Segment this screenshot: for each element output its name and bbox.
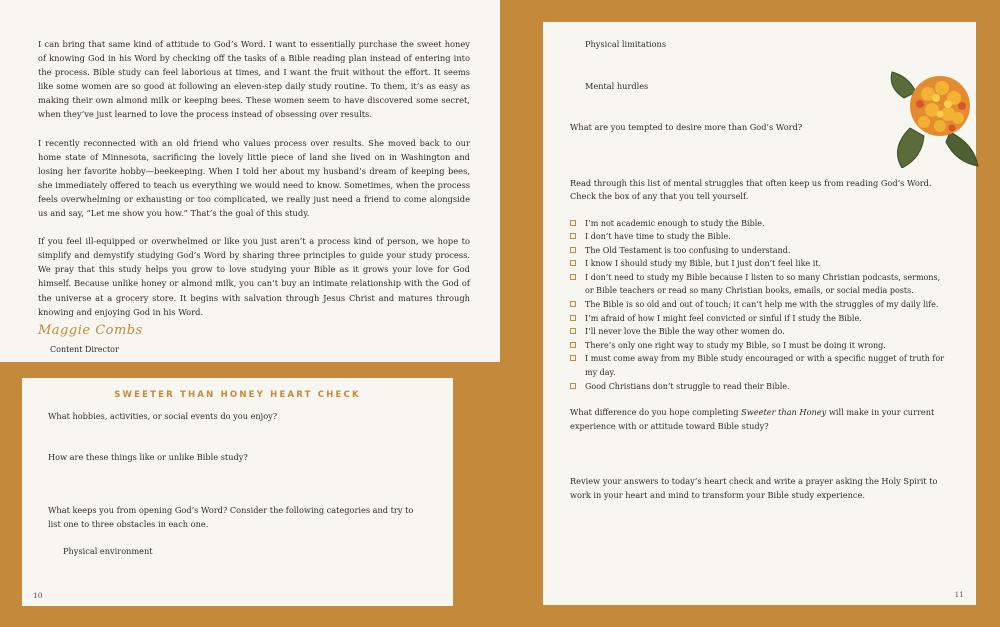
heart-check-title: SWEETER THAN HONEY HEART CHECK (114, 390, 361, 400)
checklist-item[interactable]: The Old Testament is too confusing to understand. (570, 244, 950, 258)
question-like-unlike: How are these things like or unlike Bible study? (48, 451, 248, 462)
signature: Maggie Combs (38, 322, 143, 338)
checklist-item[interactable]: I don’t need to study my Bible because I listen to so many Christian podcasts, sermons, or Bible teachers or read so many Christian books, emails, or social media posts. (570, 271, 950, 298)
checkbox[interactable] (570, 247, 576, 253)
category-mental-hurdles: Mental hurdles (585, 80, 649, 91)
question-difference: What difference do you hope completing Sweeter than Honey will make in your current experience with or attitude toward Bible study? (570, 407, 935, 431)
checkbox[interactable] (570, 260, 576, 266)
checkbox[interactable] (570, 342, 576, 348)
checklist-item[interactable]: I’m not academic enough to study the Bible. (570, 217, 950, 231)
question-prayer: Review your answers to today’s heart check and write a prayer asking the Holy Spirit to work in your heart and mind to transform your Bible study experience. (570, 476, 938, 500)
checkbox[interactable] (570, 328, 576, 334)
checklist-item[interactable]: I know I should study my Bible, but I just don’t feel like it. (570, 257, 950, 271)
checkbox[interactable] (570, 220, 576, 226)
book-title: Sweeter than Honey (741, 407, 827, 418)
question-hobbies: What hobbies, activities, or social events do you enjoy? (48, 411, 278, 421)
category-physical-limitations: Physical limitations (585, 39, 667, 49)
page-number-left: 10 (33, 591, 43, 600)
checkbox[interactable] (570, 355, 576, 361)
mental-struggles-checklist (570, 217, 950, 394)
checklist-item[interactable]: Good Christians don’t struggle to read their Bible. (570, 380, 950, 394)
checkbox[interactable] (570, 274, 576, 280)
signature-role: Content Director (50, 344, 119, 354)
lantana-flower-icon (890, 58, 980, 168)
checkbox[interactable] (570, 233, 576, 239)
checkbox[interactable] (570, 383, 576, 389)
checklist-item[interactable]: There’s only one right way to study my Bible, so I must be doing it wrong. (570, 339, 950, 353)
checklist-item[interactable]: The Bible is so old and out of touch; it can’t help me with the struggles of my daily life. (570, 298, 950, 312)
checkbox[interactable] (570, 301, 576, 307)
intro-paragraph-2: I recently reconnected with an old friend who values process over results. She moved back to our home state of Minnesota, sacrificing the lovely little piece of land she lived on in Washington and losing her favorite hobby—beekeeping. When I told her about my husband’s dream of keeping bees, she immediately offered to teach us everything we would need to know. Sometimes, when the process feels overwhelming or exhausting or too complicated, we really just need a friend to come alongside us and say, “Let me show you how.” That’s the goal of this study. (38, 137, 470, 219)
checklist-item[interactable]: I don’t have time to study the Bible. (570, 230, 950, 244)
category-physical-environment: Physical environment (63, 546, 153, 556)
intro-paragraph-3: If you feel ill-equipped or overwhelmed or like you just aren’t a process kind of person, we hope to simplify and demystify studying God’s Word by sharing three principles to guide your study process. We pray that this study helps you grow to love studying your Bible as it grows your love for God himself. Because unlike honey or almond milk, you can’t buy an intimate relationship with the God of the universe at a grocery store. It begins with salvation through Jesus Christ and matures through knowing and enjoying God in his Word. (38, 236, 470, 317)
intro-paragraph-1: I can bring that same kind of attitude to God’s Word. I want to essentially purchase the sweet honey of knowing God in his Word by checking off the tasks of a Bible reading plan instead of entering into the process. Bible study can feel laborious at times, and I want the fruit without the effort. It seems like some women are so good at following an eleven-step daily study routine. To them, it’s as easy as making their own almond milk or keeping bees. These women seem to have discovered some secret, when they’ve just learned to love the process instead of obsessing over results. (38, 39, 470, 120)
page-number-right: 11 (954, 590, 964, 599)
question-mental-struggles: Read through this list of mental struggles that often keep us from reading God’s Word. Check the box of any that you tell yourself. (570, 177, 932, 201)
checklist-item[interactable]: I must come away from my Bible study encouraged or with a specific nugget of truth for my day. (570, 352, 950, 379)
page-right (543, 22, 976, 605)
page-heart-check (22, 378, 453, 606)
checklist-item[interactable]: I’ll never love the Bible the way other women do. (570, 325, 950, 339)
question-obstacles: What keeps you from opening God’s Word? Consider the following categories and try to list one to three obstacles in each one. (48, 505, 414, 529)
checklist-item[interactable]: I’m afraid of how I might feel convicted or sinful if I study the Bible. (570, 312, 950, 326)
page-top-left (0, 0, 500, 362)
checkbox[interactable] (570, 315, 576, 321)
question-desire: What are you tempted to desire more than God’s Word? (570, 122, 803, 132)
